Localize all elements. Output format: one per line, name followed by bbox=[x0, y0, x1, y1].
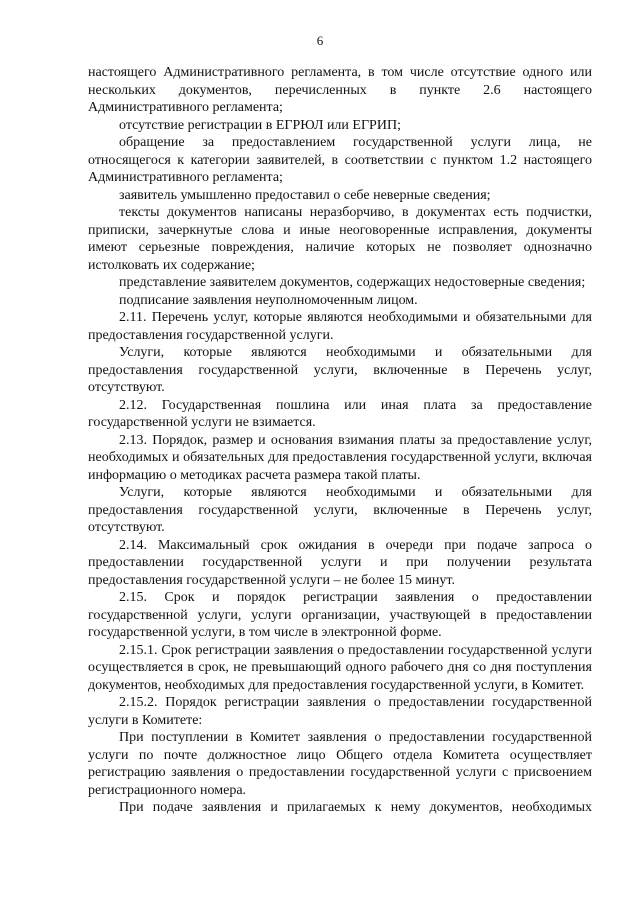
document-body bbox=[88, 64, 592, 817]
paragraph-mail-registration: При поступлении в Комитет заявления о предоставлении государственной услуги по почте должностное лицо Общего отдела Комитета осуществляет регистрацию заявления о предоставлении государственной услуги с присвоением регистрационного номера. bbox=[88, 730, 592, 798]
paragraph-section-2-15-1: 2.15.1. Срок регистрации заявления о предоставлении государственной услуги осуществляется в срок, не превышающий одного рабочего дня со дня поступления документов, необходимых для предоставления государственной услуги, в Комитет. bbox=[88, 642, 592, 693]
paragraph-unreliable-docs: представление заявителем документов, содержащих недостоверные сведения; bbox=[119, 275, 586, 290]
paragraph-in-person-submission: При подаче заявления и прилагаемых к нему документов, необходимых bbox=[119, 800, 592, 815]
paragraph-services-absent-2: Услуги, которые являются необходимыми и обязательными для предоставления государственной услуги, включенные в Перечень услуг, отсутствуют. bbox=[88, 485, 592, 535]
paragraph-section-2-11: 2.11. Перечень услуг, которые являются необходимыми и обязательными для предоставления государственной услуги. bbox=[88, 310, 592, 343]
paragraph-unauthorized-signature: подписание заявления неуполномоченным лицом. bbox=[119, 292, 418, 308]
paragraph-illegible-docs: тексты документов написаны неразборчиво, в документах есть подчистки, приписки, зачеркнутые слова и иные неоговоренные исправления, документы имеют серьезные повреждения, наличие которых не позволяет однозначно истолковать их содержание; bbox=[88, 205, 592, 273]
paragraph-section-2-15-2: 2.15.2. Порядок регистрации заявления о предоставлении государственной услуги в Комитете: bbox=[88, 695, 592, 728]
paragraph-false-info: заявитель умышленно предоставил о себе неверные сведения; bbox=[119, 187, 491, 203]
paragraph-section-2-15: 2.15. Срок и порядок регистрации заявления о предоставлении государственной услуги, услуги организации, участвующей в предоставлении государственной услуги, в том числе в электронной форме. bbox=[88, 590, 592, 640]
paragraph-not-applicant: обращение за предоставлением государственной услуги лица, не относящегося к категории заявителей, в соответствии с пунктом 1.2 настоящего Административного регламента; bbox=[88, 135, 592, 185]
page-number: 6 bbox=[316, 33, 324, 48]
paragraph-section-2-13: 2.13. Порядок, размер и основания взимания платы за предоставление услуг, необходимых и обязательных для предоставления государственной услуги, включая информацию о методиках расчета размера такой платы. bbox=[88, 432, 592, 483]
paragraph-no-registration: отсутствие регистрации в ЕГРЮЛ или ЕГРИП; bbox=[119, 117, 401, 133]
paragraph-continuation: настоящего Административного регламента, в том числе отсутствие одного или нескольких документов, перечисленных в пункте 2.6 настоящего Административного регламента; bbox=[88, 65, 592, 115]
paragraph-section-2-14: 2.14. Максимальный срок ожидания в очереди при подаче запроса о предоставлении государственной услуги и при получении результата предоставления государственной услуги – не более 15 минут. bbox=[88, 537, 592, 588]
paragraph-section-2-12: 2.12. Государственная пошлина или иная плата за предоставление государственной услуги не взимается. bbox=[88, 397, 592, 430]
paragraph-services-absent-1: Услуги, которые являются необходимыми и обязательными для предоставления государственной услуги, включенные в Перечень услуг, отсутствуют. bbox=[88, 345, 592, 395]
